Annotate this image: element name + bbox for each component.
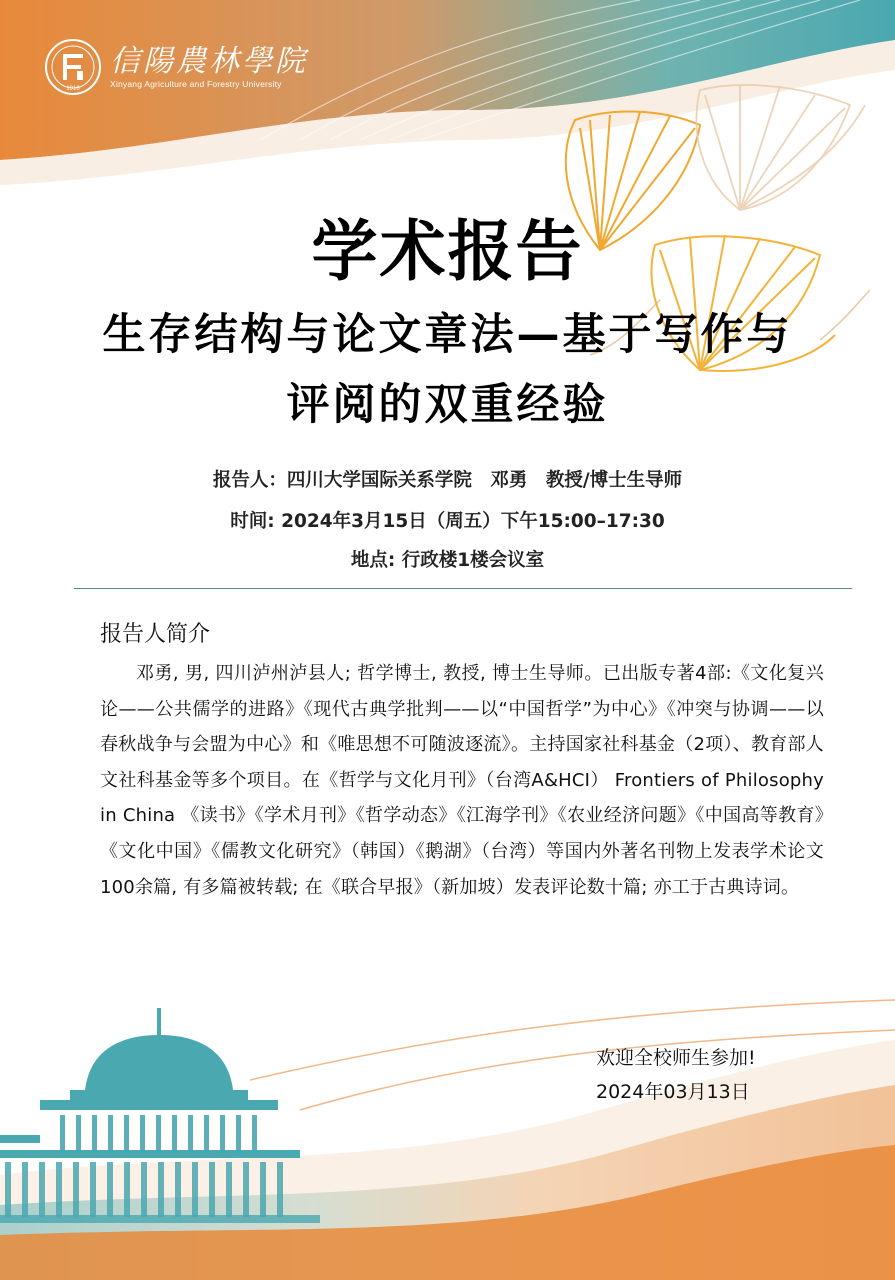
university-logo — [44, 38, 308, 96]
welcome-text: 欢迎全校师生参加! — [596, 1047, 756, 1069]
talk-title-line-1: 生存结构与论文章法—基于写作与 — [102, 310, 793, 360]
university-seal-icon — [44, 38, 102, 96]
poster-title: 学术报告 — [311, 213, 584, 290]
footer-notice — [596, 1041, 756, 1109]
talk-title-line-2: 评阅的双重经验 — [286, 380, 609, 430]
notice-date: 2024年03月13日 — [596, 1081, 750, 1103]
university-name-cn: 信陽農林學院 — [110, 44, 308, 79]
logo-text — [110, 45, 308, 89]
bio-heading: 报告人简介 — [100, 622, 211, 647]
section-divider — [74, 588, 852, 589]
seal-year: 1910 — [66, 86, 80, 92]
bio-text: 邓勇, 男, 四川泸州泸县人; 哲学博士, 教授, 博士生导师。已出版专著4部:《文化复兴论——公共儒学的进路》《现代古典学批判——以“中国哲学”为中心》《冲突与协调——以春秋战争与会盟为中心》和《唯思想不可随波逐流》。主持国家社科基金（2项）、教育部人文社科基金等多个项目。在《哲学与文化月刊》（台湾A&HCI） Frontiers of Philosophy in China 《读书》《学术月刊》《哲学动态》《江海学刊》《农业经济问题》《中国高等教育》《文化中国》《儒教文化研究》（韩国）《鹅湖》（台湾）等国内外著名刊物上发表学术论文100余篇, 有多篇被转载; 在《联合早报》（新加坡）发表评论数十篇; 亦工于古典诗词。 — [100, 663, 824, 898]
university-name-en: Xinyang Agriculture and Forestry University — [110, 79, 282, 89]
time-info: 时间: 2024年3月15日（周五）下午15:00–17:30 — [230, 511, 665, 532]
location-info: 地点: 行政楼1楼会议室 — [350, 550, 545, 571]
speaker-info: 报告人：四川大学国际关系学院 邓勇 教授/博士生导师 — [212, 470, 683, 491]
talk-title — [40, 300, 855, 440]
